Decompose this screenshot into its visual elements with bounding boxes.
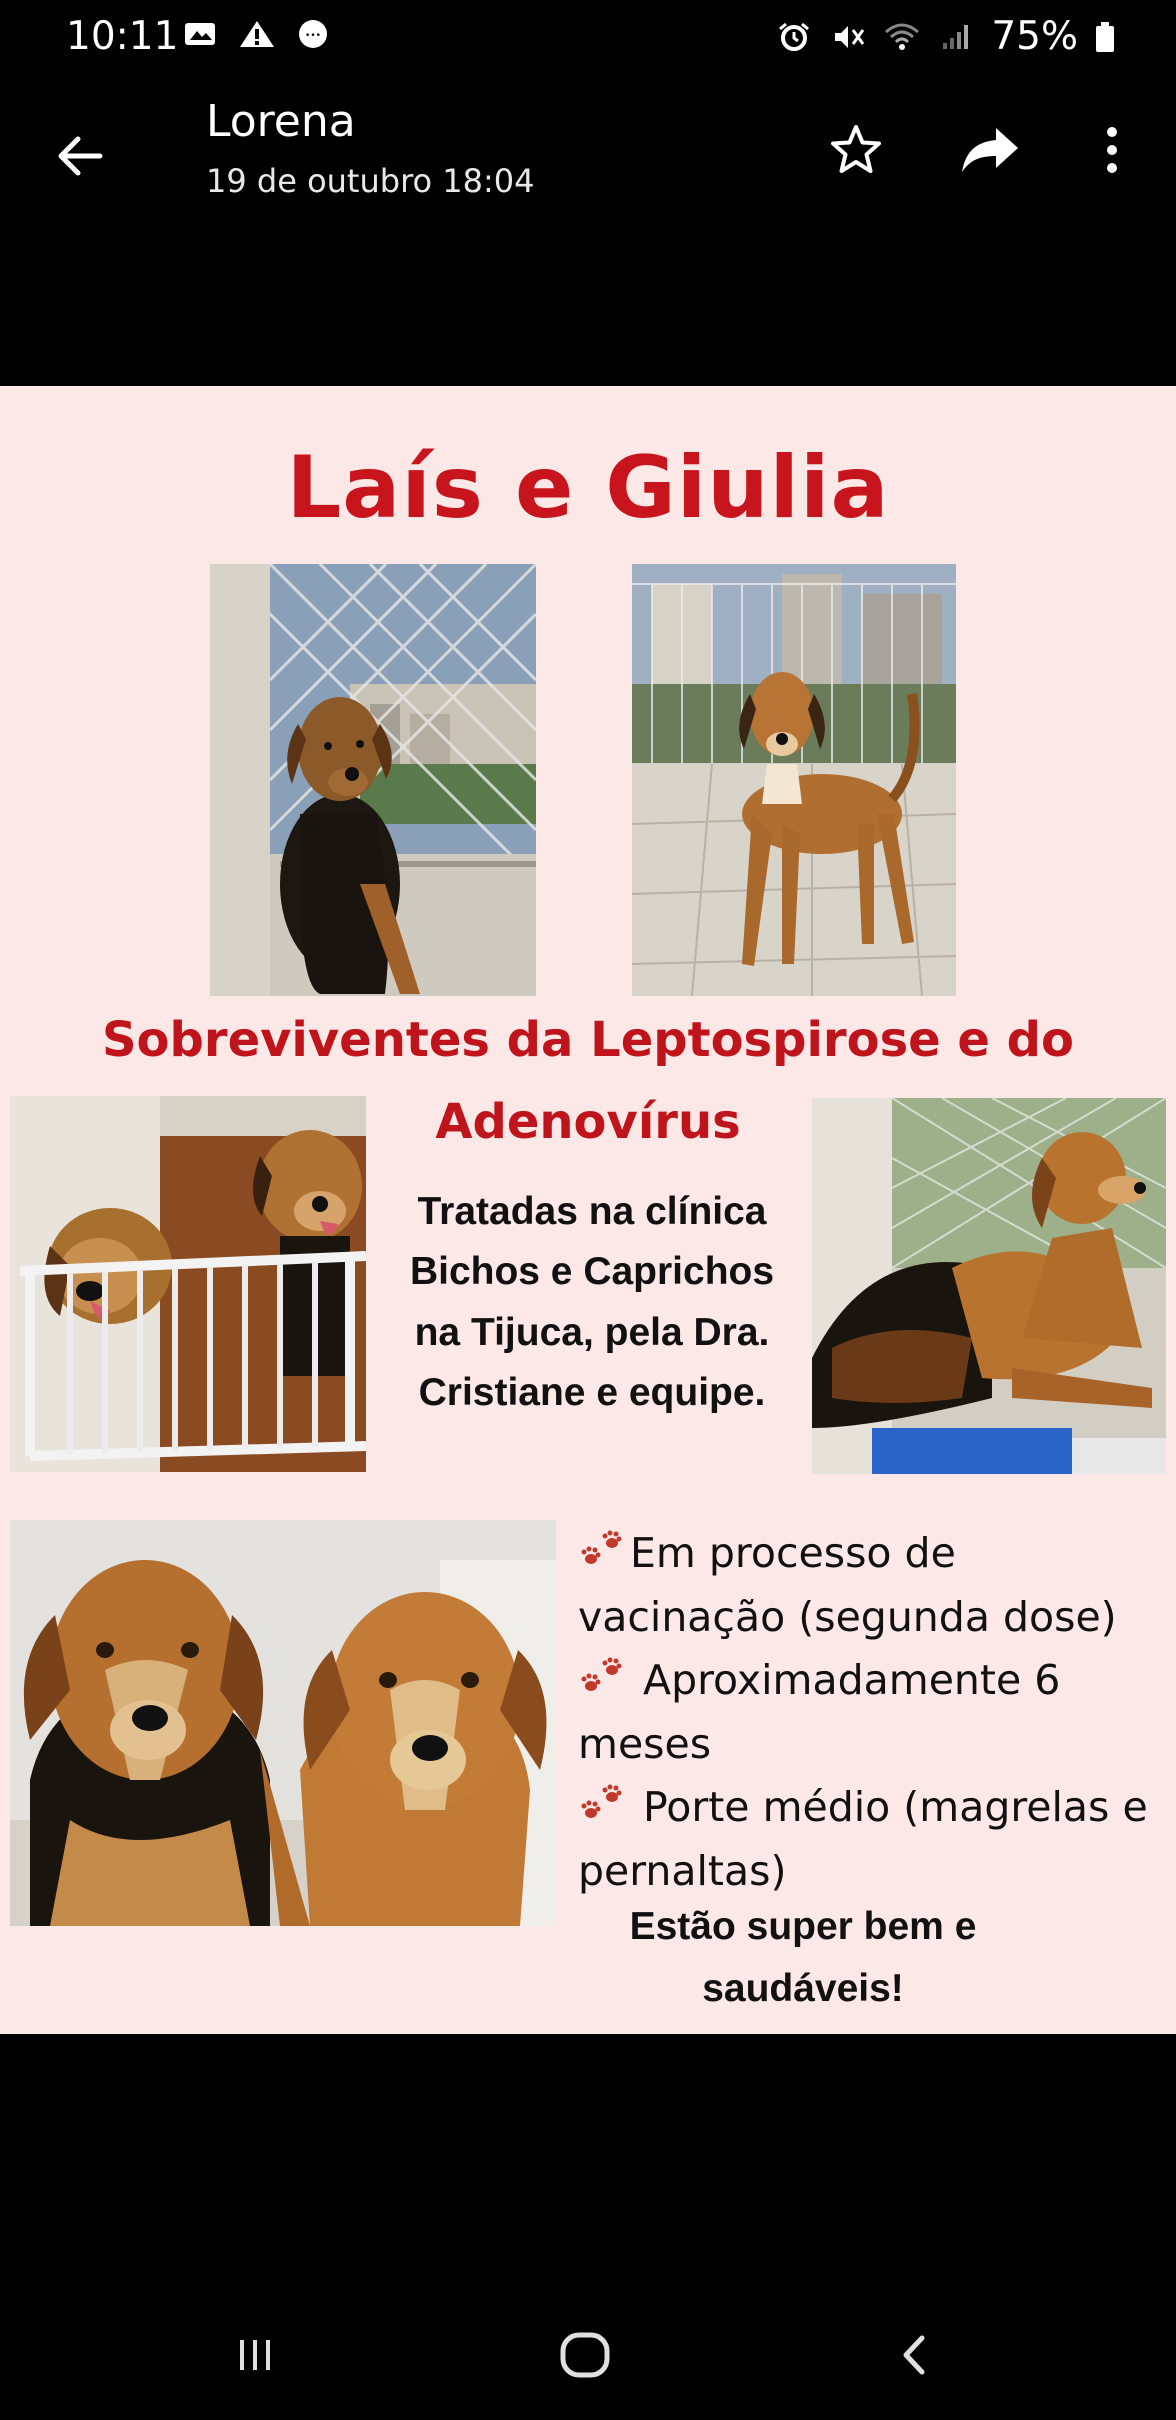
alert-icon — [238, 18, 276, 50]
photo-dogs-behind-gate — [10, 1096, 366, 1472]
mute-icon — [829, 21, 867, 53]
more-vert-icon — [1104, 122, 1120, 178]
message-date: 19 de outubro 18:04 — [206, 162, 535, 200]
clinic-text — [372, 1182, 812, 1424]
status-bar — [0, 0, 1176, 76]
back-icon — [890, 2330, 940, 2380]
photo-dog-standing-balcony — [632, 564, 956, 996]
poster-subtitle-line1: Sobreviventes da Leptospirose e do — [101, 1012, 1075, 1068]
signal-icon — [937, 21, 975, 53]
paw-prints-icon — [578, 1779, 628, 1825]
photo-dog-sitting-balcony — [210, 564, 536, 996]
paw-prints-icon — [578, 1652, 628, 1698]
paw-prints-icon — [578, 1525, 628, 1571]
star-icon — [828, 122, 884, 178]
recent-apps-icon — [230, 2330, 280, 2380]
info-item-size — [578, 1776, 1168, 1840]
alarm-icon — [775, 21, 813, 53]
closing-line: Estão super bem e — [629, 1905, 977, 1948]
sender-name: Lorena — [206, 96, 356, 147]
info-text-line: pernaltas) — [578, 1846, 787, 1895]
clinic-line: Bichos e Caprichos — [409, 1250, 775, 1294]
info-text-line: vacinação (segunda dose) — [578, 1592, 1117, 1641]
back-button[interactable] — [44, 120, 116, 192]
svg-text:•••: ••• — [305, 31, 321, 41]
notification-icons — [182, 18, 332, 50]
share-icon — [960, 122, 1020, 178]
info-text: Aproximadamente 6 — [630, 1656, 1061, 1705]
clinic-line: Cristiane e equipe. — [418, 1371, 766, 1415]
nav-back-button[interactable] — [870, 2320, 960, 2390]
photo-dogs-lying-down — [812, 1098, 1166, 1474]
wifi-icon — [883, 21, 921, 53]
clinic-line: na Tijuca, pela Dra. — [414, 1310, 770, 1354]
info-list — [578, 1522, 1168, 1903]
app-bar — [0, 80, 1176, 220]
info-text: Porte médio (magrelas e — [630, 1783, 1148, 1832]
gallery-icon — [182, 18, 220, 50]
poster-image[interactable] — [0, 386, 1176, 2034]
info-item-age — [578, 1649, 1168, 1713]
status-time: 10:11 — [66, 14, 179, 59]
home-button[interactable] — [540, 2320, 630, 2390]
more-options-button[interactable] — [1076, 114, 1148, 186]
poster-subtitle-line2: Adenovírus — [435, 1094, 741, 1150]
closing-text — [578, 1896, 1028, 2021]
info-text: Em processo de — [630, 1529, 956, 1577]
back-arrow-icon — [54, 130, 106, 182]
photo-dogs-closeup — [10, 1520, 556, 1926]
app-badge-icon — [294, 18, 332, 50]
system-icons — [775, 14, 1116, 59]
clinic-line: Tratadas na clínica — [417, 1190, 767, 1233]
recent-apps-button[interactable] — [210, 2320, 300, 2390]
poster-title: Laís e Giulia — [286, 438, 890, 538]
system-nav-bar — [0, 2290, 1176, 2420]
closing-line: saudáveis! — [702, 1967, 904, 2011]
home-icon — [555, 2325, 615, 2385]
info-text-line: meses — [578, 1719, 712, 1768]
battery-percent: 75% — [991, 14, 1078, 59]
star-button[interactable] — [820, 114, 892, 186]
forward-button[interactable] — [954, 114, 1026, 186]
info-item-vaccination — [578, 1522, 1168, 1586]
battery-icon — [1094, 21, 1116, 53]
